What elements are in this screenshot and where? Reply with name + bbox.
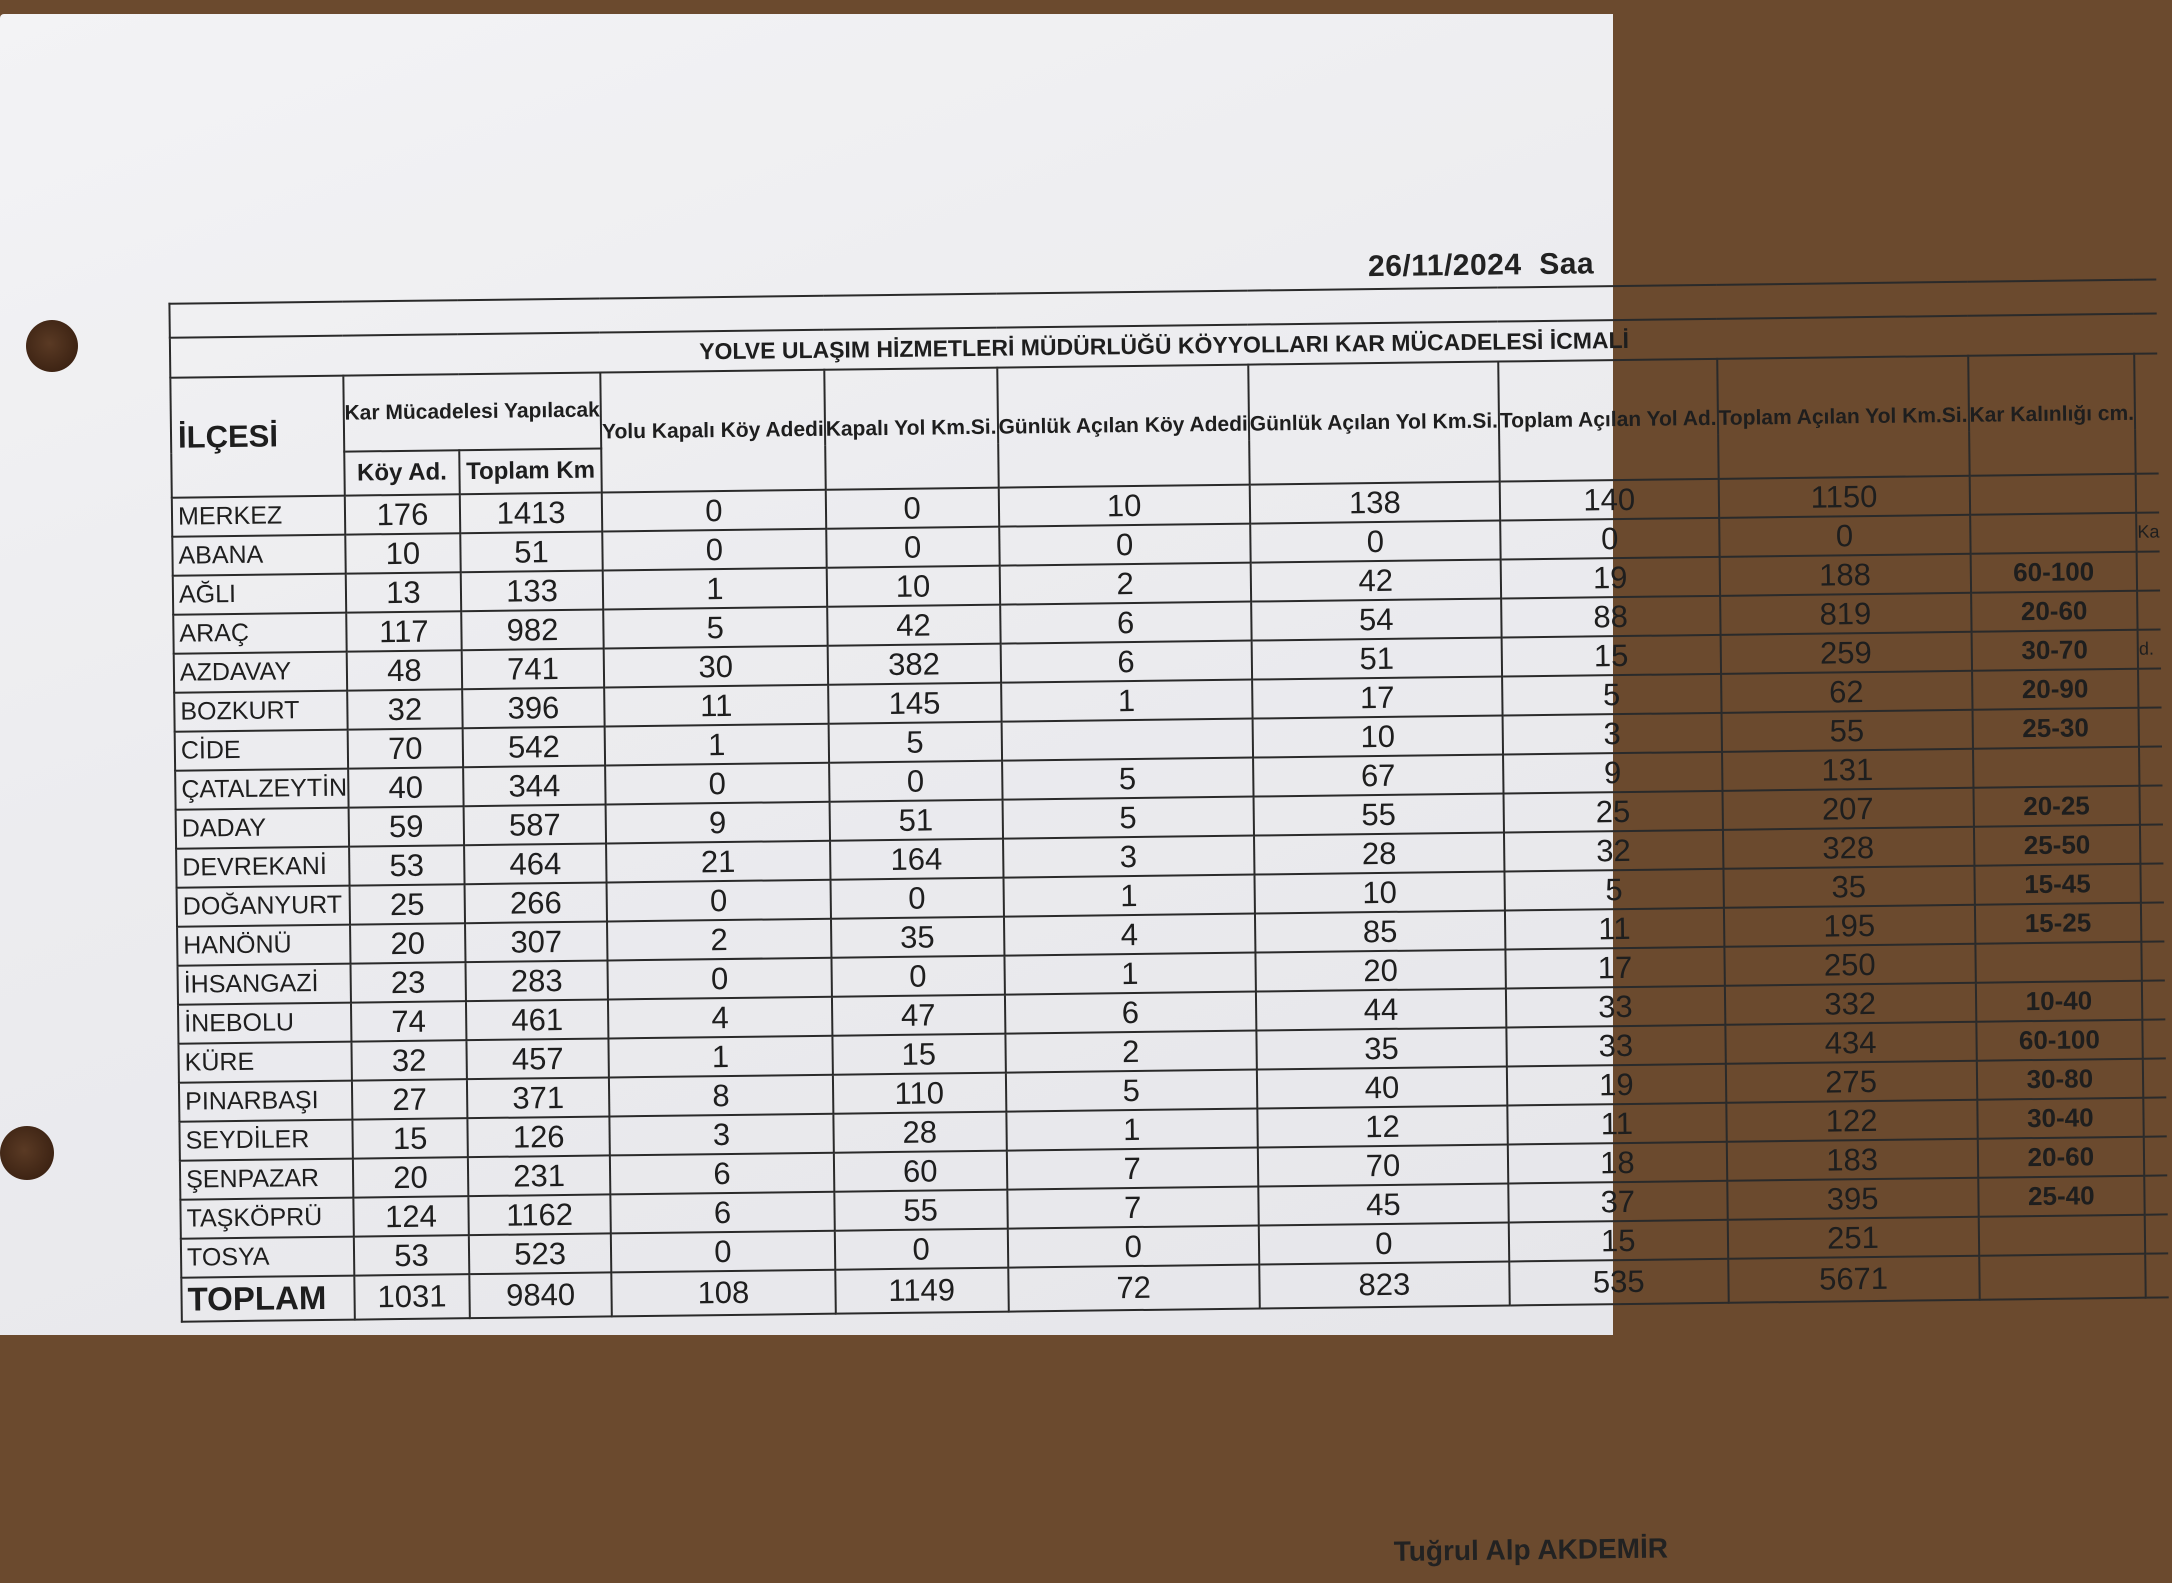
cell-g-km: 0 [1259, 1222, 1510, 1264]
cell-g-koy: 5 [1005, 1070, 1257, 1112]
cell-g-km: 44 [1256, 988, 1507, 1030]
cell-g-km: 10 [1252, 716, 1503, 758]
cell-edge [2141, 863, 2165, 902]
cell-edge [2141, 941, 2165, 980]
header-toplam-km: Toplam Km [459, 449, 601, 495]
cell-km: 1413 [460, 492, 602, 533]
cell-km: 283 [466, 960, 608, 1001]
cell-t-ad: 5 [1502, 674, 1721, 716]
cell-kar [1975, 942, 2142, 983]
cell-t-ad: 33 [1506, 1025, 1725, 1067]
cell-name: PINARBAŞI [179, 1081, 352, 1122]
cell-t-km: 55 [1721, 710, 1972, 752]
cell-name: ŞENPAZAR [180, 1159, 353, 1200]
cell-t-km: 35 [1723, 866, 1974, 908]
cell-kar [1978, 1215, 2145, 1256]
cell-kapali-km: 0 [826, 527, 999, 568]
cell-kapali: 21 [606, 841, 830, 883]
cell-edge [2145, 1253, 2169, 1297]
cell-t-km: 0 [1719, 515, 1970, 557]
cell-kapali: 6 [610, 1153, 834, 1195]
cell-edge [2138, 668, 2162, 707]
cell-g-koy: 5 [1002, 797, 1254, 839]
cell-kapali-km: 1149 [835, 1268, 1008, 1314]
cell-g-km: 138 [1250, 482, 1501, 524]
cell-g-koy: 6 [1000, 641, 1252, 683]
cell-koy: 25 [349, 884, 465, 924]
cell-kar [1970, 513, 2137, 554]
cell-t-ad: 535 [1509, 1259, 1728, 1306]
cell-g-koy: 4 [1003, 914, 1255, 956]
cell-km: 9840 [469, 1272, 611, 1318]
cell-km: 461 [466, 999, 608, 1040]
cell-g-km: 10 [1254, 871, 1505, 913]
cell-kar: 20-25 [1973, 786, 2140, 827]
cell-koy: 48 [346, 650, 462, 690]
cell-koy: 117 [346, 611, 462, 651]
cell-t-ad: 140 [1500, 479, 1719, 521]
cell-kapali-km: 60 [834, 1151, 1007, 1192]
cell-name: ÇATALZEYTİN [175, 769, 348, 810]
cell-t-ad: 9 [1503, 752, 1722, 794]
cell-t-km: 122 [1726, 1100, 1977, 1142]
cell-km: 51 [460, 531, 602, 572]
cell-t-km: 434 [1725, 1022, 1976, 1064]
cell-kar: 60-100 [1970, 552, 2137, 593]
cell-kapali-km: 145 [828, 683, 1001, 724]
signature: Tuğrul Alp AKDEMİR [1393, 1532, 1669, 1567]
cell-km: 371 [467, 1077, 609, 1118]
cell-g-koy: 1 [1004, 953, 1256, 995]
cell-name: İHSANGAZİ [178, 964, 351, 1005]
cell-edge [2139, 746, 2163, 785]
cell-kar: 20-90 [1972, 669, 2139, 710]
header-gunluk-acilan-yol-km: Günlük Açılan Yol Km.Si. [1248, 362, 1500, 485]
cell-kapali-km: 110 [833, 1073, 1006, 1114]
cell-g-koy: 2 [999, 563, 1251, 605]
cell-kapali: 0 [605, 763, 829, 805]
cell-edge [2137, 551, 2161, 590]
header-kar-kalinligi: Kar Kalınlığı cm. [1968, 354, 2136, 476]
cell-edge [2136, 473, 2160, 512]
cell-g-km: 17 [1252, 677, 1503, 719]
cell-kapali-km: 382 [827, 644, 1000, 685]
cell-kapali: 9 [606, 802, 830, 844]
cell-koy: 13 [346, 572, 462, 612]
cell-kar: 30-40 [1977, 1098, 2144, 1139]
cell-kapali-km: 5 [828, 722, 1001, 763]
cell-t-ad: 33 [1506, 986, 1725, 1028]
punch-hole-bottom [0, 1126, 54, 1180]
cell-edge: Ka [2136, 512, 2160, 551]
cell-name: İNEBOLU [178, 1003, 351, 1044]
cell-t-km: 328 [1723, 827, 1974, 869]
cell-name: ARAÇ [173, 613, 346, 654]
cell-km: 307 [465, 921, 607, 962]
cell-t-km: 62 [1721, 671, 1972, 713]
cell-kapali-km: 10 [826, 566, 999, 607]
cell-km: 1162 [468, 1194, 610, 1235]
cell-edge [2141, 902, 2165, 941]
cell-koy: 10 [345, 533, 461, 573]
cell-kar [1979, 1254, 2146, 1300]
cell-kapali-km: 42 [827, 605, 1000, 646]
cell-kapali: 1 [608, 1036, 832, 1078]
cell-t-km: 188 [1719, 554, 1970, 596]
header-toplam-acilan-yol-km: Toplam Açılan Yol Km.Si. [1717, 356, 1969, 479]
cell-kapali-km: 51 [829, 800, 1002, 841]
cell-kapali: 1 [605, 724, 829, 766]
cell-kar: 20-60 [1971, 591, 2138, 632]
cell-km: 741 [462, 648, 604, 689]
cell-t-km: 259 [1720, 632, 1971, 674]
table-body [172, 473, 2169, 1321]
cell-t-ad: 88 [1501, 596, 1720, 638]
cell-name: DOĞANYURT [177, 886, 350, 927]
cell-name: TOSYA [181, 1237, 354, 1278]
cell-name: ABANA [172, 535, 345, 576]
cell-g-koy: 1 [1003, 875, 1255, 917]
cell-koy: 40 [348, 767, 464, 807]
cell-t-km: 5671 [1728, 1256, 1979, 1303]
cell-km: 231 [468, 1155, 610, 1196]
cell-koy: 53 [349, 845, 465, 885]
cell-name: AZDAVAY [174, 652, 347, 693]
cell-g-koy: 7 [1007, 1187, 1259, 1229]
cell-kar: 30-80 [1976, 1059, 2143, 1100]
cell-kar: 30-70 [1971, 630, 2138, 671]
cell-edge [2142, 980, 2166, 1019]
cell-t-ad: 11 [1507, 1103, 1726, 1145]
cell-kar: 20-60 [1977, 1137, 2144, 1178]
cell-edge [2142, 1019, 2166, 1058]
cell-kapali: 6 [610, 1192, 834, 1234]
cell-kapali: 0 [602, 490, 826, 532]
cell-g-km: 54 [1251, 599, 1502, 641]
cell-g-km: 85 [1255, 910, 1506, 952]
header-kar-group: Kar Mücadelesi Yapılacak [343, 373, 601, 452]
cell-t-km: 1150 [1718, 476, 1969, 518]
cell-t-ad: 11 [1505, 908, 1724, 950]
cell-koy: 59 [348, 806, 464, 846]
cell-name: HANÖNÜ [177, 925, 350, 966]
header-toplam-acilan-yol-ad: Toplam Açılan Yol Ad. [1498, 359, 1718, 482]
cell-edge [2139, 707, 2163, 746]
cell-kapali: 5 [603, 607, 827, 649]
cell-t-ad: 37 [1508, 1181, 1727, 1223]
cell-kar: 25-50 [1974, 825, 2141, 866]
cell-kar: 15-25 [1974, 903, 2141, 944]
cell-name: DEVREKANİ [176, 847, 349, 888]
date-text: 26/11/2024 [1367, 248, 1522, 284]
cell-g-km: 55 [1253, 794, 1504, 836]
cell-koy: 124 [353, 1196, 469, 1236]
cell-g-km: 45 [1258, 1183, 1509, 1225]
cell-g-km: 70 [1258, 1144, 1509, 1186]
cell-edge [2137, 590, 2161, 629]
cell-t-km: 207 [1722, 788, 1973, 830]
cell-g-km: 20 [1255, 949, 1506, 991]
cell-km: 587 [464, 804, 606, 845]
cell-name: CİDE [175, 730, 348, 771]
cell-koy: 1031 [354, 1274, 470, 1319]
cell-kapali: 1 [603, 568, 827, 610]
header-yolu-kapali: Yolu Kapalı Köy Adedi [600, 370, 825, 493]
cell-t-ad: 18 [1508, 1142, 1727, 1184]
cell-t-ad: 19 [1507, 1064, 1726, 1106]
cell-edge [2143, 1097, 2167, 1136]
cell-kapali-km: 164 [830, 839, 1003, 880]
cell-name: TOPLAM [181, 1276, 354, 1322]
cell-km: 133 [461, 570, 603, 611]
cell-km: 542 [463, 726, 605, 767]
cell-kapali-km: 55 [834, 1190, 1007, 1231]
cell-name: SEYDİLER [179, 1120, 352, 1161]
cell-g-koy: 3 [1003, 836, 1255, 878]
paper-sheet [0, 14, 2160, 1567]
cell-g-koy: 72 [1008, 1265, 1260, 1312]
cell-kapali: 8 [609, 1075, 833, 1117]
header-cut-off [2134, 353, 2158, 473]
cell-koy: 20 [350, 923, 466, 963]
report-date [1368, 247, 1594, 284]
cell-kar [1973, 747, 2140, 788]
cell-kar: 15-45 [1974, 864, 2141, 905]
cell-kapali-km: 0 [830, 878, 1003, 919]
cell-t-km: 275 [1725, 1061, 1976, 1103]
cell-t-ad: 0 [1500, 518, 1719, 560]
cell-kapali-km: 0 [831, 956, 1004, 997]
date-suffix-text: Saa [1539, 247, 1595, 282]
cell-t-km: 819 [1720, 593, 1971, 635]
cell-g-km: 42 [1250, 560, 1501, 602]
cell-edge [2143, 1058, 2167, 1097]
cell-kapali: 0 [611, 1231, 835, 1273]
cell-koy: 53 [354, 1235, 470, 1275]
cell-g-km: 0 [1250, 521, 1501, 563]
cell-g-koy: 1 [1006, 1109, 1258, 1151]
cell-kapali: 108 [611, 1270, 835, 1317]
cell-g-km: 35 [1256, 1027, 1507, 1069]
cell-koy: 32 [351, 1040, 467, 1080]
cell-g-km: 12 [1257, 1105, 1508, 1147]
cell-name: TAŞKÖPRÜ [180, 1198, 353, 1239]
cell-koy: 176 [345, 494, 461, 534]
cell-kapali: 0 [607, 880, 831, 922]
cell-km: 396 [462, 687, 604, 728]
cell-g-koy: 7 [1006, 1148, 1258, 1190]
cell-km: 266 [465, 882, 607, 923]
cell-koy: 23 [350, 962, 466, 1002]
cell-g-koy: 1 [1001, 680, 1253, 722]
header-kapali-yol-km: Kapalı Yol Km.Si. [824, 368, 998, 490]
cell-kapali: 11 [604, 685, 828, 727]
cell-koy: 27 [352, 1079, 468, 1119]
cell-g-km: 51 [1251, 638, 1502, 680]
cell-kar: 25-30 [1972, 708, 2139, 749]
cell-koy: 32 [347, 689, 463, 729]
cell-g-koy: 0 [999, 524, 1251, 566]
snow-summary-table [168, 278, 2168, 1322]
cell-kapali-km: 0 [835, 1229, 1008, 1270]
cell-km: 126 [467, 1116, 609, 1157]
cell-koy: 70 [347, 728, 463, 768]
header-koy-ad: Köy Ad. [344, 450, 460, 495]
cell-koy: 74 [351, 1001, 467, 1041]
cell-edge [2144, 1175, 2168, 1214]
cell-g-koy: 2 [1005, 1031, 1257, 1073]
cell-kar [1969, 474, 2136, 515]
punch-hole-top [26, 320, 78, 372]
cell-t-km: 195 [1724, 905, 1975, 947]
cell-g-koy: 0 [1007, 1226, 1259, 1268]
cell-km: 523 [469, 1233, 611, 1274]
cell-kapali: 4 [608, 997, 832, 1039]
cell-g-km: 67 [1253, 755, 1504, 797]
header-gunluk-acilan-koy: Günlük Açılan Köy Adedi [997, 365, 1250, 488]
cell-g-km: 823 [1259, 1261, 1510, 1308]
cell-t-ad: 17 [1505, 947, 1724, 989]
cell-kapali: 2 [607, 919, 831, 961]
cell-edge: d. [2138, 629, 2162, 668]
cell-kapali: 0 [602, 529, 826, 571]
cell-kapali-km: 35 [831, 917, 1004, 958]
cell-g-koy [1001, 719, 1253, 761]
table-title: YOLVE ULAŞIM HİZMETLERİ MÜDÜRLÜĞÜ KÖYYOLLARI KAR MÜCADELESİ İCMALİ [170, 313, 2157, 377]
cell-kapali: 30 [604, 646, 828, 688]
cell-t-ad: 19 [1501, 557, 1720, 599]
cell-kapali-km: 47 [832, 995, 1005, 1036]
cell-edge [2140, 824, 2164, 863]
cell-kapali: 0 [608, 958, 832, 1000]
cell-km: 457 [467, 1038, 609, 1079]
cell-g-km: 28 [1254, 833, 1505, 875]
cell-t-ad: 25 [1503, 791, 1722, 833]
cell-kar: 60-100 [1976, 1020, 2143, 1061]
cell-t-km: 250 [1724, 944, 1975, 986]
cell-t-ad: 5 [1504, 869, 1723, 911]
cell-g-km: 40 [1257, 1066, 1508, 1108]
cell-kar: 25-40 [1978, 1176, 2145, 1217]
cell-kar: 10-40 [1975, 981, 2142, 1022]
cell-t-km: 395 [1727, 1178, 1978, 1220]
cell-edge [2144, 1136, 2168, 1175]
cell-edge [2140, 785, 2164, 824]
cell-name: DADAY [176, 808, 349, 849]
cell-kapali-km: 0 [829, 761, 1002, 802]
cell-t-ad: 3 [1503, 713, 1722, 755]
cell-kapali-km: 28 [833, 1112, 1006, 1153]
cell-name: KÜRE [178, 1042, 351, 1083]
cell-t-km: 183 [1726, 1139, 1977, 1181]
cell-koy: 15 [352, 1118, 468, 1158]
cell-km: 344 [463, 765, 605, 806]
cell-km: 982 [461, 609, 603, 650]
cell-t-ad: 15 [1502, 635, 1721, 677]
cell-kapali: 3 [609, 1114, 833, 1156]
cell-name: MERKEZ [172, 496, 345, 537]
cell-edge [2145, 1214, 2169, 1253]
header-district: İLÇESİ [170, 376, 344, 498]
cell-g-koy: 6 [1000, 602, 1252, 644]
cell-t-km: 131 [1722, 749, 1973, 791]
cell-t-km: 332 [1724, 983, 1975, 1025]
cell-t-km: 251 [1727, 1217, 1978, 1259]
cell-koy: 20 [353, 1157, 469, 1197]
cell-g-koy: 5 [1002, 758, 1254, 800]
cell-kapali-km: 15 [832, 1034, 1005, 1075]
cell-t-ad: 32 [1504, 830, 1723, 872]
cell-name: AĞLI [173, 574, 346, 615]
cell-name: BOZKURT [174, 691, 347, 732]
cell-t-ad: 15 [1509, 1220, 1728, 1262]
cell-kapali-km: 0 [825, 488, 998, 529]
cell-g-koy: 6 [1004, 992, 1256, 1034]
cell-g-koy: 10 [998, 485, 1250, 527]
cell-km: 464 [464, 843, 606, 884]
